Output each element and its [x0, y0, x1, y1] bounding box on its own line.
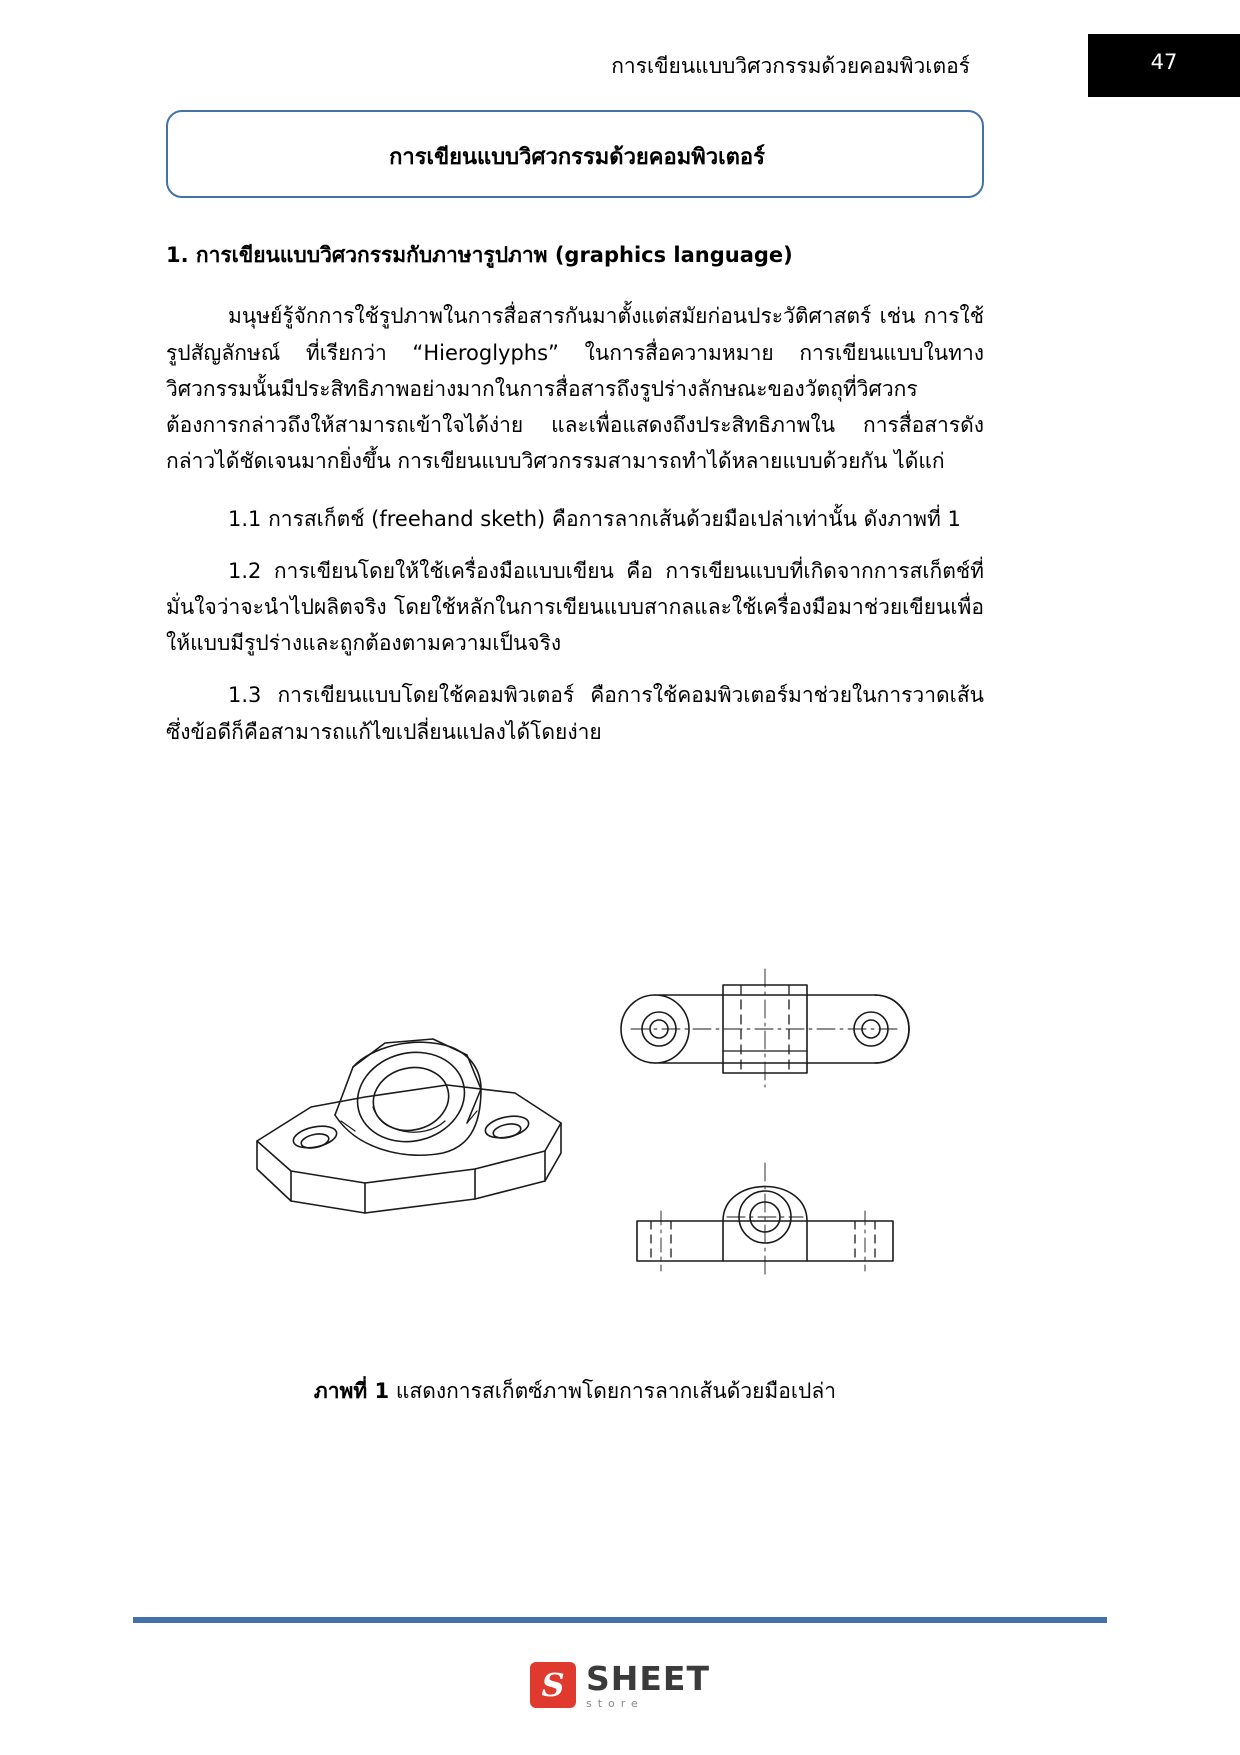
list-item-1-3: 1.3 การเขียนแบบโดยใช้คอมพิวเตอร์ คือการใช้คอมพิวเตอร์มาช่วยในการวาดเส้น ซึ่งข้อดีก็คือสามารถแก้ไขเปลี่ยนแปลงได้โดยง่าย	[166, 683, 984, 744]
paragraph-intro: มนุษย์รู้จักการใช้รูปภาพในการสื่อสารกันมาตั้งแต่สมัยก่อนประวัติศาสตร์ เช่น การใช้รูปสัญลักษณ์ ที่เรียกว่า “Hieroglyphs” ในการสื่อความหมาย การเขียนแบบในทางวิศวกรรมนั้นมีประสิทธิภาพอย่างมากในการสื่อสารถึงรูปร่างลักษณะของวัตถุที่วิศวกรต้องการกล่าวถึงให้สามารถเข้าใจได้ง่าย และเพื่อแสดงถึงประสิทธิภาพใน การสื่อสารดังกล่าวได้ชัดเจนมากยิ่งขึ้น การเขียนแบบวิศวกรรมสามารถทำได้หลายแบบด้วยกัน ได้แก่	[166, 304, 984, 473]
sheet-store-logo-icon: S	[530, 1662, 576, 1708]
list-item-1-2: 1.2 การเขียนโดยให้ใช้เครื่องมือแบบเขียน คือ การเขียนแบบที่เกิดจากการสเก็ตช์ที่มั่นใจว่าจะนำไปผลิตจริง โดยใช้หลักในการเขียนแบบสากลและใช้เครื่องมือมาช่วยเขียนเพื่อให้แบบมีรูปร่างและถูกต้องตามความเป็นจริง	[166, 559, 984, 656]
footer-logo-main: SHEET	[586, 1658, 710, 1698]
footer-logo-text	[586, 1658, 710, 1710]
document-title-box	[166, 110, 984, 198]
page-header	[0, 0, 1240, 100]
figure-1	[166, 955, 984, 1345]
document-body	[166, 240, 984, 766]
document-title: การเขียนแบบวิศวกรรมด้วยคอมพิวเตอร์	[389, 144, 765, 170]
footer-divider	[133, 1617, 1107, 1623]
figure-1-caption-text: แสดงการสเก็ตซ์ภาพโดยการลากเส้นด้วยมือเปล่า	[389, 1379, 837, 1403]
figure-1-caption-label: ภาพที่ 1	[313, 1379, 390, 1403]
figure-1-drawing	[215, 955, 935, 1345]
running-header-title: การเขียนแบบวิศวกรรมด้วยคอมพิวเตอร์	[611, 54, 970, 78]
section-heading-1: 1. การเขียนแบบวิศวกรรมกับภาษารูปภาพ (graphics language)	[166, 243, 793, 267]
figure-1-caption	[166, 1375, 984, 1408]
footer-logo-sub: store	[586, 1696, 644, 1710]
list-item-1-1: 1.1 การสเก็ตช์ (freehand sketh) คือการลากเส้นด้วยมือเปล่าเท่านั้น ดังภาพที่ 1	[228, 506, 961, 531]
page-number: 47	[1150, 50, 1178, 74]
footer-logo	[0, 1645, 1240, 1725]
